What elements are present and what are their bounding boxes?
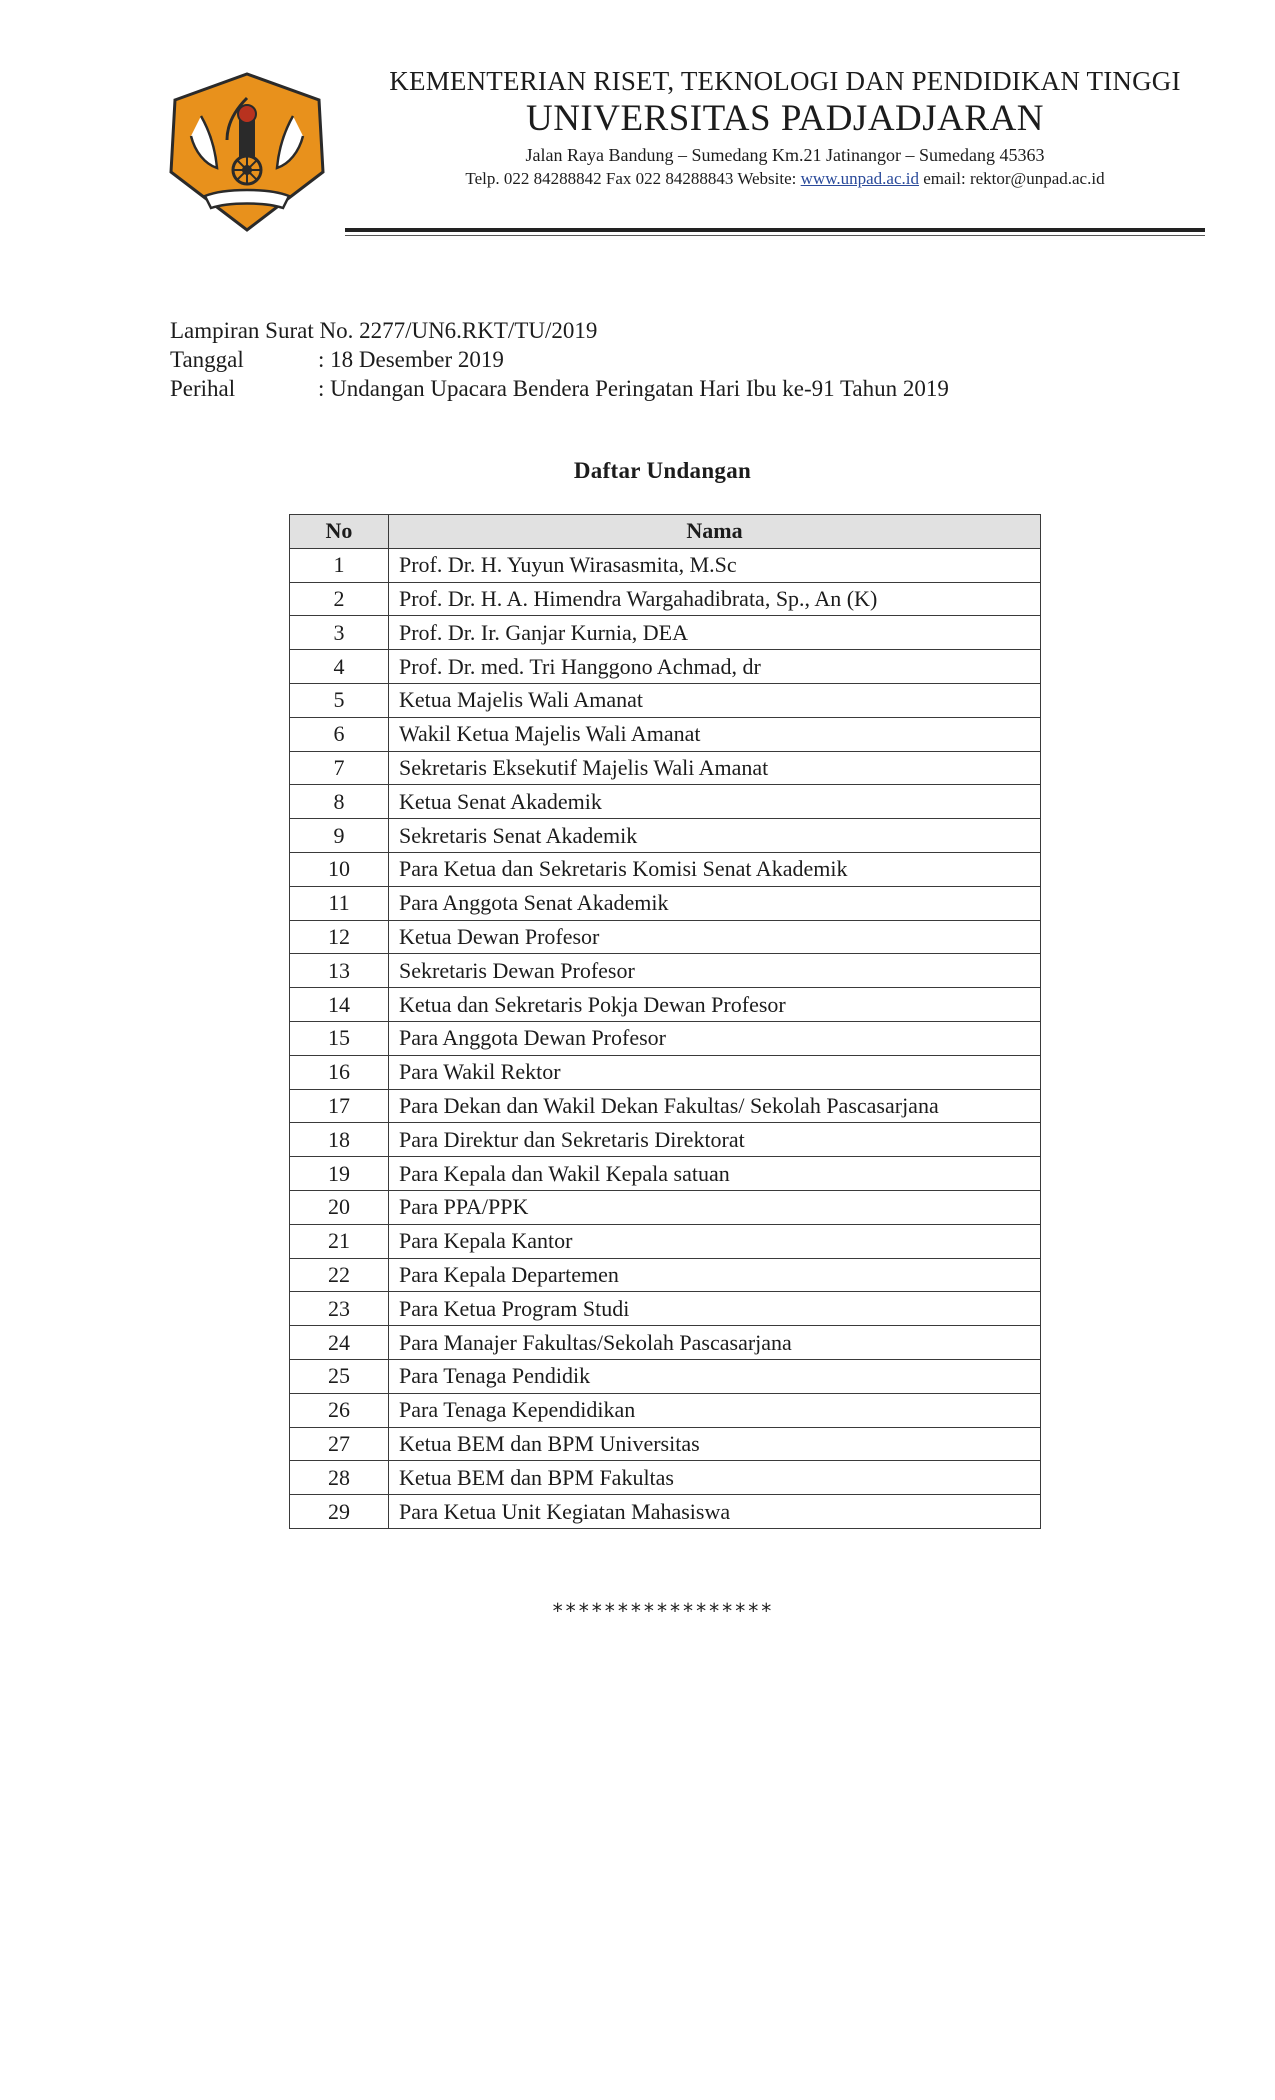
table-row [290, 1495, 1041, 1529]
invitee-name: Para PPA/PPK [389, 1190, 1041, 1224]
row-number: 7 [290, 751, 389, 785]
invitee-name: Para Anggota Dewan Profesor [389, 1021, 1041, 1055]
row-number: 2 [290, 582, 389, 616]
closing-asterisks: ***************** [551, 1599, 774, 1623]
row-number: 27 [290, 1427, 389, 1461]
website-link[interactable]: www.unpad.ac.id [800, 169, 919, 188]
table-row [290, 785, 1041, 819]
invitee-name: Prof. Dr. Ir. Ganjar Kurnia, DEA [389, 616, 1041, 650]
invitee-name: Para Anggota Senat Akademik [389, 886, 1041, 920]
row-number: 21 [290, 1224, 389, 1258]
table-row [290, 1427, 1041, 1461]
invitee-name: Ketua BEM dan BPM Universitas [389, 1427, 1041, 1461]
invitee-name: Para Tenaga Pendidik [389, 1359, 1041, 1393]
row-number: 11 [290, 886, 389, 920]
row-number: 13 [290, 954, 389, 988]
table-row [290, 1393, 1041, 1427]
invitee-name: Para Ketua Program Studi [389, 1292, 1041, 1326]
invitation-list-title: Daftar Undangan [573, 458, 752, 483]
row-number: 24 [290, 1326, 389, 1360]
invitee-name: Para Direktur dan Sekretaris Direktorat [389, 1123, 1041, 1157]
table-row [290, 548, 1041, 582]
attachment-date-row [170, 345, 949, 374]
invitee-name: Prof. Dr. med. Tri Hanggono Achmad, dr [389, 650, 1041, 684]
row-number: 4 [290, 650, 389, 684]
row-number: 14 [290, 988, 389, 1022]
email-address: rektor@unpad.ac.id [969, 169, 1105, 188]
invitation-table [289, 514, 1041, 1529]
invitee-name: Ketua dan Sekretaris Pokja Dewan Profesor [389, 988, 1041, 1022]
row-number: 28 [290, 1461, 389, 1495]
row-number: 12 [290, 920, 389, 954]
table-row [290, 717, 1041, 751]
attachment-ref: Lampiran Surat No. 2277/UN6.RKT/TU/2019 [170, 318, 598, 343]
table-row [290, 1326, 1041, 1360]
table-row [290, 886, 1041, 920]
invitee-name: Ketua Majelis Wali Amanat [389, 683, 1041, 717]
table-row [290, 582, 1041, 616]
table-row [290, 1190, 1041, 1224]
table-row [290, 650, 1041, 684]
table-row [290, 1292, 1041, 1326]
table-row [290, 683, 1041, 717]
invitee-name: Prof. Dr. H. Yuyun Wirasasmita, M.Sc [389, 548, 1041, 582]
table-row [290, 1089, 1041, 1123]
table-row [290, 954, 1041, 988]
row-number: 1 [290, 548, 389, 582]
row-number: 9 [290, 819, 389, 853]
invitee-name: Sekretaris Senat Akademik [389, 819, 1041, 853]
invitee-name: Ketua BEM dan BPM Fakultas [389, 1461, 1041, 1495]
university-seal-logo [165, 68, 329, 236]
table-header-row [290, 515, 1041, 549]
row-number: 18 [290, 1123, 389, 1157]
row-number: 5 [290, 683, 389, 717]
contact-prefix: Telp. 022 84288842 Fax 022 84288843 Website: [465, 169, 801, 188]
letterhead [345, 64, 1225, 190]
row-number: 19 [290, 1157, 389, 1191]
invitee-name: Para Ketua Unit Kegiatan Mahasiswa [389, 1495, 1041, 1529]
ministry-name: KEMENTERIAN RISET, TEKNOLOGI DAN PENDIDIKAN TINGGI [389, 66, 1181, 96]
date-label: Tanggal [170, 347, 244, 372]
letterhead-divider-thick [345, 228, 1205, 232]
date-value: : 18 Desember 2019 [318, 347, 504, 372]
table-row [290, 1123, 1041, 1157]
invitee-name: Ketua Dewan Profesor [389, 920, 1041, 954]
invitee-name: Para Dekan dan Wakil Dekan Fakultas/ Sekolah Pascasarjana [389, 1089, 1041, 1123]
header-name: Nama [389, 515, 1041, 549]
table-row [290, 819, 1041, 853]
row-number: 6 [290, 717, 389, 751]
row-number: 16 [290, 1055, 389, 1089]
invitee-name: Para Wakil Rektor [389, 1055, 1041, 1089]
invitee-name: Wakil Ketua Majelis Wali Amanat [389, 717, 1041, 751]
table-row [290, 988, 1041, 1022]
row-number: 22 [290, 1258, 389, 1292]
invitee-name: Para Manajer Fakultas/Sekolah Pascasarjana [389, 1326, 1041, 1360]
table-row [290, 1359, 1041, 1393]
table-row [290, 920, 1041, 954]
row-number: 25 [290, 1359, 389, 1393]
letterhead-divider-thin [345, 235, 1205, 236]
row-number: 3 [290, 616, 389, 650]
header-no: No [290, 515, 389, 549]
table-row [290, 1021, 1041, 1055]
invitee-name: Para Kepala Departemen [389, 1258, 1041, 1292]
invitee-name: Para Kepala dan Wakil Kepala satuan [389, 1157, 1041, 1191]
invitee-name: Para Tenaga Kependidikan [389, 1393, 1041, 1427]
row-number: 20 [290, 1190, 389, 1224]
row-number: 10 [290, 852, 389, 886]
attachment-subject-row [170, 374, 949, 403]
attachment-meta [170, 316, 949, 403]
row-number: 15 [290, 1021, 389, 1055]
invitee-name: Prof. Dr. H. A. Himendra Wargahadibrata, Sp., An (K) [389, 582, 1041, 616]
row-number: 23 [290, 1292, 389, 1326]
row-number: 17 [290, 1089, 389, 1123]
university-name: UNIVERSITAS PADJADJARAN [525, 98, 1045, 139]
table-row [290, 1224, 1041, 1258]
table-row [290, 751, 1041, 785]
invitee-name: Para Kepala Kantor [389, 1224, 1041, 1258]
invitee-name: Ketua Senat Akademik [389, 785, 1041, 819]
subject-label: Perihal [170, 376, 236, 401]
email-prefix: email: [918, 169, 970, 188]
invitee-name: Sekretaris Eksekutif Majelis Wali Amanat [389, 751, 1041, 785]
contact-line [345, 168, 1225, 190]
table-row [290, 1055, 1041, 1089]
university-address: Jalan Raya Bandung – Sumedang Km.21 Jatinangor – Sumedang 45363 [525, 145, 1045, 165]
subject-value: : Undangan Upacara Bendera Peringatan Hari Ibu ke-91 Tahun 2019 [318, 376, 949, 401]
table-row [290, 1258, 1041, 1292]
invitee-name: Sekretaris Dewan Profesor [389, 954, 1041, 988]
table-row [290, 616, 1041, 650]
row-number: 26 [290, 1393, 389, 1427]
invitation-table-body [290, 548, 1041, 1528]
row-number: 8 [290, 785, 389, 819]
row-number: 29 [290, 1495, 389, 1529]
table-row [290, 852, 1041, 886]
table-row [290, 1461, 1041, 1495]
table-row [290, 1157, 1041, 1191]
invitee-name: Para Ketua dan Sekretaris Komisi Senat Akademik [389, 852, 1041, 886]
